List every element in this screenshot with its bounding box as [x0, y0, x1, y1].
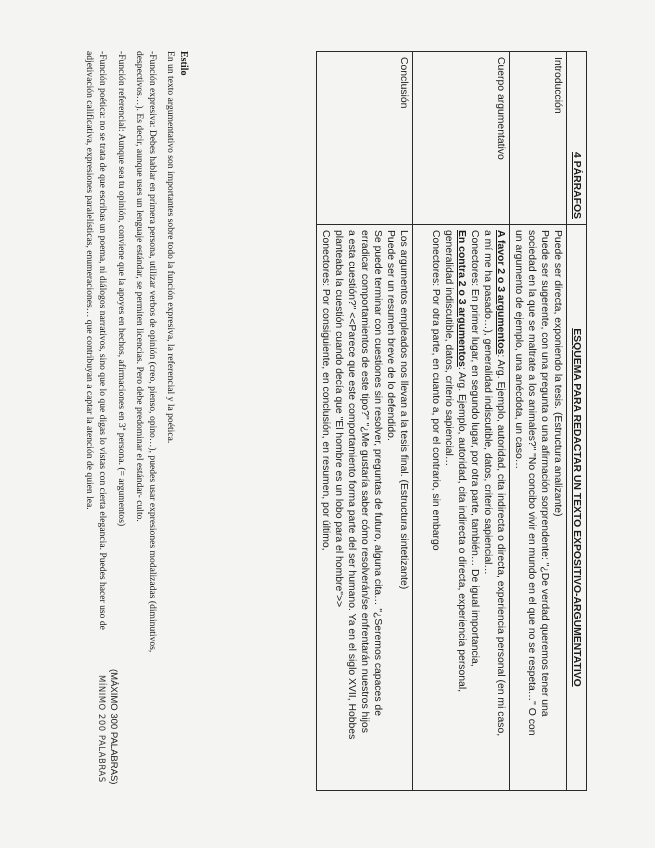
- style-line: despectivos…). Es decir, aunque uses un lenguaje estándar, se permiten licencias. Pero debe predominar el estándar- culto.: [134, 51, 146, 522]
- style-title: Estilo: [178, 51, 189, 76]
- conclusion-line: Se puede terminar con cuestiones sin resolver, preguntas de futuro, alguna cita… "¿Seremos capaces de: [372, 230, 383, 716]
- row-label-body: Cuerpo argumentativo: [413, 52, 510, 225]
- style-line: -Función expresiva: Debes hablar en primera persona, utilizar verbos de opinión (creo, pienso, opino…), puedes usar expresiones modalizadas (diminutivos,: [146, 51, 158, 653]
- table-row-introduction: [510, 52, 567, 791]
- favor-connectors: Conectores: En primer lugar, en segundo lugar, por otra parte, también… De igual importancia,: [469, 230, 480, 667]
- row-label-conclusion: Conclusión: [317, 52, 413, 225]
- intro-line: Puede ser directa, exponiendo la tesis. (Estructura analizante): [552, 230, 563, 517]
- row-label-introduction: Introducción: [510, 52, 567, 225]
- row-content-conclusion: [317, 225, 413, 791]
- table-row-conclusion: [317, 52, 413, 791]
- max-words-note: (MÁXIMO 300 PALABRAS): [108, 669, 119, 785]
- style-line: -Función poética: no se trata de que escribas un poema, ni diálogos narrativos, sino que lo que digas lo vistas con cierta elegancia. Puedes hacer uso de: [97, 51, 109, 630]
- header-scheme-title: ESQUEMA PARA REDACTAR UN TEXTO EXPOSITIVO-ARGUMENTATIVO: [567, 225, 587, 791]
- header-paragraphs: 4 PÁRRAFOS: [567, 52, 587, 225]
- style-line: adjetivación calificativa, expresiones paralelísticas, enumeraciones… que contribuyan a captar la atención de quien lea.: [84, 51, 96, 510]
- conclusion-line: a esta cuestión?" <<Parece que este comportamiento forma parte del ser humano. Ya en el siglo XVII, Hobbes: [346, 230, 357, 740]
- contra-connectors: Conectores: Por otra parte, en cuanto a, por el contrario, sin embargo: [430, 230, 441, 551]
- intro-line: Puede ser sugerente, con una pregunta o una afirmación sorprendente: "¿De verdad queremos tener una: [539, 230, 550, 717]
- table-row-body: [413, 52, 510, 791]
- function-expressive: [133, 51, 158, 791]
- conclusion-line: planteaba la cuestión cuando decía que "El hombre es un lobo para el hombre">>: [333, 230, 344, 608]
- row-content-introduction: [510, 225, 567, 791]
- min-words-handwritten-note: MÍNIMO 200 PALABRAS: [96, 675, 106, 783]
- table-header-row: [567, 52, 587, 791]
- contra-line: [455, 230, 468, 785]
- conclusion-line: erradicar comportamientos de este tipo?" "¿Me gustaría saber cómo resolverán/se enfrentarán nuestros hijos: [359, 230, 370, 733]
- function-referential: -Función referencial: Aunque sea tu opinión, conviene que la apoyes en hechos, afirmaciones en 3ª persona. (= argumentos): [115, 51, 127, 527]
- favor-line: [494, 230, 507, 785]
- intro-line: un argumento de ejemplo, una anécdota, un caso…: [513, 230, 524, 470]
- essay-scheme-table: [316, 51, 587, 791]
- favor-heading: A favor 2 o 3 argumentos: [495, 230, 506, 355]
- contra-line-2: generalidad indiscutible, datos, criterio sapiencial…: [443, 230, 454, 467]
- conclusion-line: Puede ser un resumen breve de lo defendido.: [385, 230, 396, 441]
- style-intro: En un texto argumentativo son importantes sobre todo la función expresiva, la referencial y la poética.: [165, 51, 177, 444]
- conclusion-line: Conectores: Por consiguiente, en conclusión, en resumen, por último,: [320, 230, 331, 551]
- favor-text: : Arg. Ejemplo, autoridad, cita indirecta o directa, experiencia personal (en mi caso,: [495, 354, 506, 737]
- rotated-document: [57, 39, 597, 809]
- conclusion-line: Los argumentos empleados nos llevan a la tesis final. (Estructura sintetizante): [398, 230, 409, 590]
- intro-line: sociedad en la que se maltrate a los animales?" "No concibo vivir en mundo en el que no se respeta…" O con: [526, 230, 537, 736]
- favor-line-2: a mí me ha pasado…), generalidad indiscutible, datos, criterio sapiencial…: [482, 230, 493, 575]
- contra-heading: En contra 2 o 3 argumentos: [456, 230, 467, 367]
- row-content-body: [413, 225, 510, 791]
- contra-text: : Arg. Ejemplo, autoridad, cita indirecta o directa, experiencia personal,: [456, 366, 467, 693]
